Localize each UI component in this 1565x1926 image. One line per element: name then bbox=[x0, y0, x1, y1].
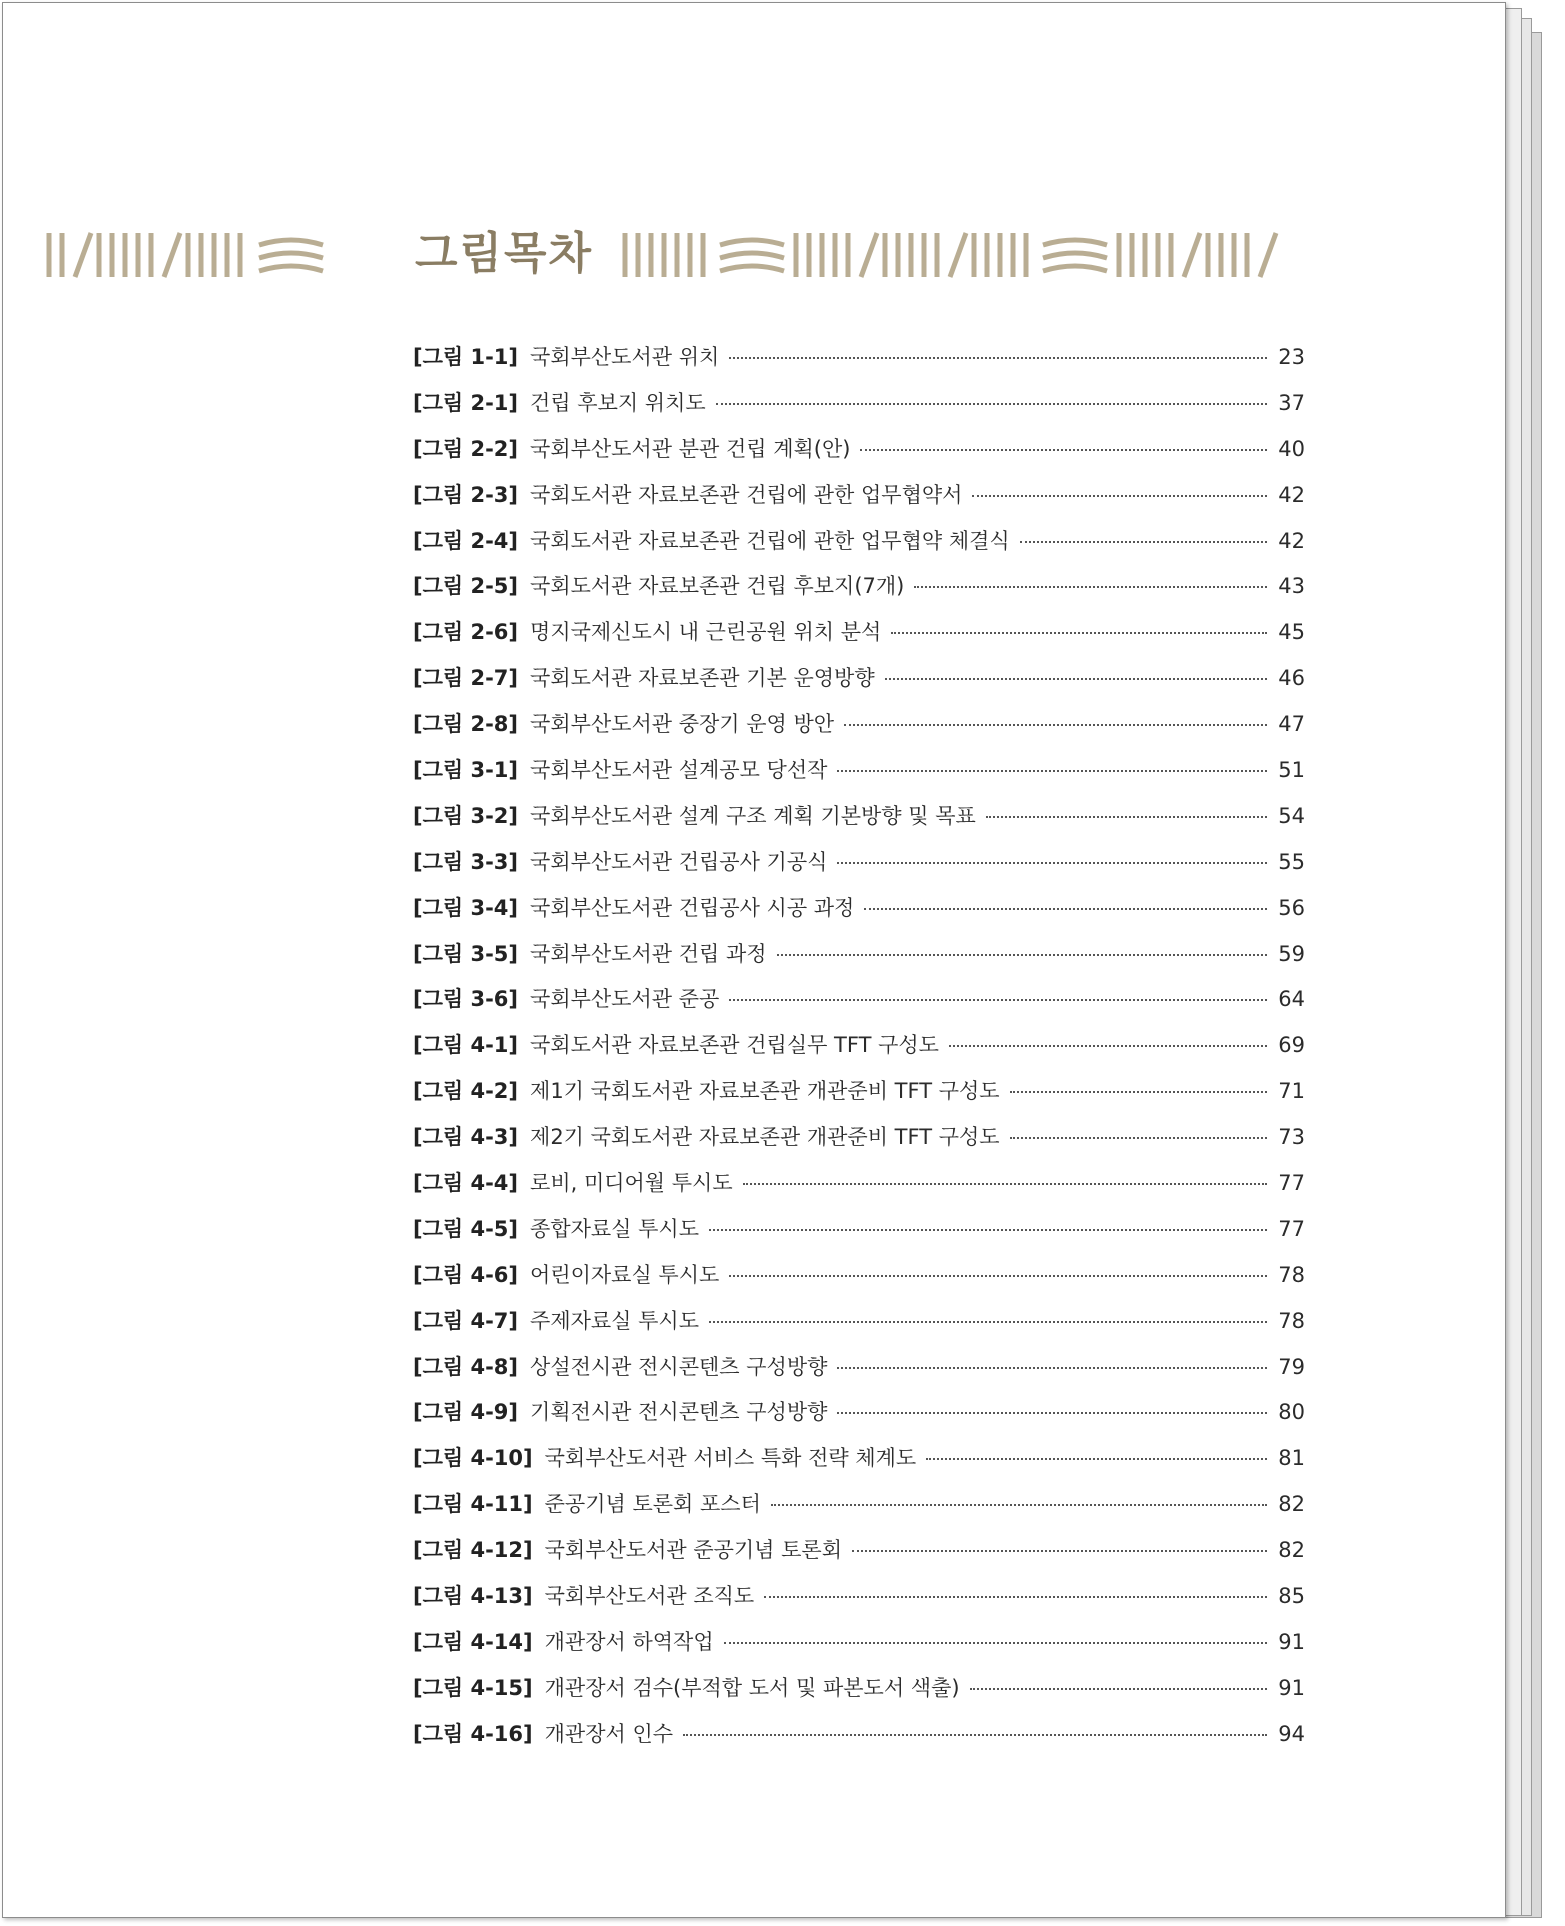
page-number: 94 bbox=[1278, 1721, 1305, 1746]
figure-number: [그림 3-3] bbox=[413, 849, 519, 874]
toc-row[interactable] bbox=[413, 1580, 1305, 1626]
page-title: 그림목차 bbox=[415, 228, 594, 279]
figure-number: [그림 4-1] bbox=[413, 1033, 519, 1058]
page-number: 40 bbox=[1278, 436, 1305, 461]
page-number: 91 bbox=[1278, 1629, 1305, 1654]
figure-title: 국회부산도서관 준공 bbox=[530, 987, 720, 1012]
page-number: 80 bbox=[1278, 1400, 1305, 1425]
dot-leader bbox=[949, 1045, 1267, 1047]
page-number: 91 bbox=[1278, 1675, 1305, 1700]
page-number: 69 bbox=[1278, 1033, 1305, 1058]
page-number: 78 bbox=[1278, 1308, 1305, 1333]
figure-title: 국회부산도서관 건립공사 시공 과정 bbox=[530, 895, 855, 920]
figure-title: 제2기 국회도서관 자료보존관 개관준비 TFT 구성도 bbox=[530, 1125, 1000, 1150]
dot-leader bbox=[864, 908, 1267, 910]
figure-number: [그림 2-4] bbox=[413, 528, 519, 553]
toc-row[interactable] bbox=[413, 1396, 1305, 1442]
toc-row[interactable] bbox=[413, 1213, 1305, 1259]
figure-title: 국회도서관 자료보존관 건립 후보지(7개) bbox=[530, 574, 905, 599]
figure-title: 국회부산도서관 중장기 운영 방안 bbox=[530, 712, 835, 737]
figure-number: [그림 2-5] bbox=[413, 574, 519, 599]
dot-leader bbox=[709, 1229, 1267, 1231]
toc-row[interactable] bbox=[413, 662, 1305, 708]
figure-title: 국회도서관 자료보존관 건립실무 TFT 구성도 bbox=[530, 1033, 939, 1058]
page-number: 46 bbox=[1278, 666, 1305, 691]
figure-title: 개관장서 하역작업 bbox=[544, 1629, 714, 1654]
page-number: 77 bbox=[1278, 1171, 1305, 1196]
dot-leader bbox=[891, 632, 1267, 634]
toc-row[interactable] bbox=[413, 433, 1305, 479]
dot-leader bbox=[777, 954, 1267, 956]
dot-leader bbox=[860, 449, 1267, 451]
page-number: 73 bbox=[1278, 1125, 1305, 1150]
figure-number: [그림 2-3] bbox=[413, 482, 519, 507]
toc-row[interactable] bbox=[413, 708, 1305, 754]
dot-leader bbox=[837, 862, 1267, 864]
page-number: 54 bbox=[1278, 803, 1305, 828]
figure-number: [그림 1-1] bbox=[413, 345, 519, 369]
dot-leader bbox=[1010, 1137, 1267, 1139]
dot-leader bbox=[764, 1596, 1267, 1598]
page-number: 59 bbox=[1278, 941, 1305, 966]
figure-number: [그림 3-4] bbox=[413, 895, 519, 920]
figure-title: 로비, 미디어월 투시도 bbox=[530, 1171, 733, 1196]
page-number: 64 bbox=[1278, 987, 1305, 1012]
toc-row[interactable] bbox=[413, 387, 1305, 433]
figure-number: [그림 4-8] bbox=[413, 1354, 519, 1379]
figure-title: 상설전시관 전시콘텐츠 구성방향 bbox=[530, 1354, 828, 1379]
toc-row[interactable] bbox=[413, 1488, 1305, 1534]
figure-title: 국회부산도서관 분관 건립 계획(안) bbox=[530, 436, 851, 461]
dot-leader bbox=[837, 1412, 1267, 1414]
page-number: 71 bbox=[1278, 1079, 1305, 1104]
figure-number: [그림 2-6] bbox=[413, 620, 519, 645]
toc-row[interactable] bbox=[413, 800, 1305, 846]
figure-title: 국회도서관 자료보존관 건립에 관한 업무협약서 bbox=[530, 482, 963, 507]
toc-row[interactable] bbox=[413, 1167, 1305, 1213]
toc-row[interactable] bbox=[413, 1718, 1305, 1764]
figure-number: [그림 3-1] bbox=[413, 758, 519, 783]
figure-title: 어린이자료실 투시도 bbox=[530, 1262, 720, 1287]
toc-row[interactable] bbox=[413, 892, 1305, 938]
dot-leader bbox=[837, 1367, 1267, 1369]
dot-leader bbox=[972, 495, 1267, 497]
toc-row[interactable] bbox=[413, 1121, 1305, 1167]
dot-leader bbox=[914, 586, 1267, 588]
figure-number: [그림 3-5] bbox=[413, 941, 519, 966]
toc-row[interactable] bbox=[413, 938, 1305, 984]
table-of-figures bbox=[413, 341, 1305, 1764]
figure-title: 준공기념 토론회 포스터 bbox=[544, 1492, 761, 1517]
figure-number: [그림 2-1] bbox=[413, 390, 519, 415]
toc-row[interactable] bbox=[413, 846, 1305, 892]
figure-title: 국회부산도서관 서비스 특화 전략 체계도 bbox=[544, 1446, 917, 1471]
figure-number: [그림 4-11] bbox=[413, 1492, 533, 1517]
figure-number: [그림 4-5] bbox=[413, 1216, 519, 1241]
figure-number: [그림 4-15] bbox=[413, 1675, 533, 1700]
page-number: 37 bbox=[1278, 390, 1305, 415]
front-page bbox=[2, 2, 1506, 1918]
toc-row[interactable] bbox=[413, 525, 1305, 571]
dot-leader bbox=[729, 357, 1267, 359]
page-number: 51 bbox=[1278, 758, 1305, 783]
page-number: 55 bbox=[1278, 849, 1305, 874]
page-number: 43 bbox=[1278, 574, 1305, 599]
page-number: 81 bbox=[1278, 1446, 1305, 1471]
figure-number: [그림 2-2] bbox=[413, 436, 519, 461]
figure-number: [그림 4-9] bbox=[413, 1400, 519, 1425]
dot-leader bbox=[683, 1734, 1267, 1736]
figure-title: 명지국제신도시 내 근린공원 위치 분석 bbox=[530, 620, 882, 645]
toc-row[interactable] bbox=[413, 1442, 1305, 1488]
dot-leader bbox=[885, 678, 1267, 680]
dot-leader bbox=[729, 1275, 1267, 1277]
toc-row[interactable] bbox=[413, 1626, 1305, 1672]
dot-leader bbox=[729, 999, 1267, 1001]
figure-title: 국회부산도서관 건립공사 기공식 bbox=[530, 849, 828, 874]
dot-leader bbox=[709, 1321, 1267, 1323]
dot-leader bbox=[970, 1688, 1267, 1690]
dot-leader bbox=[716, 403, 1267, 405]
figure-number: [그림 2-8] bbox=[413, 712, 519, 737]
toc-row[interactable] bbox=[413, 1534, 1305, 1580]
figure-number: [그림 4-13] bbox=[413, 1584, 533, 1609]
figure-number: [그림 4-12] bbox=[413, 1538, 533, 1563]
figure-title: 제1기 국회도서관 자료보존관 개관준비 TFT 구성도 bbox=[530, 1079, 1000, 1104]
page-number: 82 bbox=[1278, 1538, 1305, 1563]
page-number: 77 bbox=[1278, 1216, 1305, 1241]
toc-row[interactable] bbox=[413, 983, 1305, 1029]
toc-row[interactable] bbox=[413, 1351, 1305, 1397]
figure-title: 개관장서 인수 bbox=[544, 1721, 674, 1746]
toc-row[interactable] bbox=[413, 1259, 1305, 1305]
toc-row[interactable] bbox=[413, 1029, 1305, 1075]
figure-title: 국회부산도서관 설계공모 당선작 bbox=[530, 758, 828, 783]
decorative-title-band bbox=[43, 225, 1498, 283]
dot-leader bbox=[986, 816, 1267, 818]
figure-title: 국회부산도서관 조직도 bbox=[544, 1584, 755, 1609]
page-number: 78 bbox=[1278, 1262, 1305, 1287]
dot-leader bbox=[852, 1550, 1267, 1552]
figure-title: 국회도서관 자료보존관 기본 운영방향 bbox=[530, 666, 875, 691]
figure-number: [그림 4-4] bbox=[413, 1171, 519, 1196]
toc-row[interactable] bbox=[413, 754, 1305, 800]
dot-leader bbox=[1010, 1091, 1267, 1093]
page-number: 23 bbox=[1278, 345, 1305, 369]
figure-title: 주제자료실 투시도 bbox=[530, 1308, 699, 1333]
figure-number: [그림 4-3] bbox=[413, 1125, 519, 1150]
dot-leader bbox=[743, 1183, 1267, 1185]
page-number: 47 bbox=[1278, 712, 1305, 737]
figure-number: [그림 3-6] bbox=[413, 987, 519, 1012]
figure-number: [그림 3-2] bbox=[413, 803, 519, 828]
toc-row[interactable] bbox=[413, 570, 1305, 616]
toc-row[interactable] bbox=[413, 479, 1305, 525]
toc-row[interactable] bbox=[413, 1075, 1305, 1121]
toc-row[interactable] bbox=[413, 616, 1305, 662]
toc-row[interactable] bbox=[413, 341, 1305, 387]
dot-leader bbox=[1020, 541, 1267, 543]
page-number: 79 bbox=[1278, 1354, 1305, 1379]
figure-number: [그림 4-10] bbox=[413, 1446, 533, 1471]
page-number: 82 bbox=[1278, 1492, 1305, 1517]
figure-title: 국회부산도서관 위치 bbox=[530, 345, 720, 369]
page-number: 56 bbox=[1278, 895, 1305, 920]
dot-leader bbox=[844, 724, 1267, 726]
figure-title: 건립 후보지 위치도 bbox=[530, 390, 706, 415]
dot-leader bbox=[771, 1504, 1267, 1506]
figure-title: 국회도서관 자료보존관 건립에 관한 업무협약 체결식 bbox=[530, 528, 1010, 553]
figure-title: 국회부산도서관 설계 구조 계획 기본방향 및 목표 bbox=[530, 803, 976, 828]
figure-title: 종합자료실 투시도 bbox=[530, 1216, 699, 1241]
figure-number: [그림 4-2] bbox=[413, 1079, 519, 1104]
page-number: 45 bbox=[1278, 620, 1305, 645]
dot-leader bbox=[926, 1458, 1267, 1460]
figure-number: [그림 4-6] bbox=[413, 1262, 519, 1287]
toc-row[interactable] bbox=[413, 1672, 1305, 1718]
dot-leader bbox=[837, 770, 1267, 772]
toc-row[interactable] bbox=[413, 1305, 1305, 1351]
figure-title: 기획전시관 전시콘텐츠 구성방향 bbox=[530, 1400, 828, 1425]
figure-number: [그림 4-7] bbox=[413, 1308, 519, 1333]
pattern-ornament-icon bbox=[43, 225, 1498, 283]
page-number: 42 bbox=[1278, 482, 1305, 507]
figure-title: 개관장서 검수(부적합 도서 및 파본도서 색출) bbox=[544, 1675, 960, 1700]
figure-number: [그림 4-16] bbox=[413, 1721, 533, 1746]
figure-number: [그림 4-14] bbox=[413, 1629, 533, 1654]
figure-title: 국회부산도서관 건립 과정 bbox=[530, 941, 767, 966]
figure-number: [그림 2-7] bbox=[413, 666, 519, 691]
dot-leader bbox=[724, 1642, 1267, 1644]
page-number: 42 bbox=[1278, 528, 1305, 553]
figure-title: 국회부산도서관 준공기념 토론회 bbox=[544, 1538, 842, 1563]
page-number: 85 bbox=[1278, 1584, 1305, 1609]
